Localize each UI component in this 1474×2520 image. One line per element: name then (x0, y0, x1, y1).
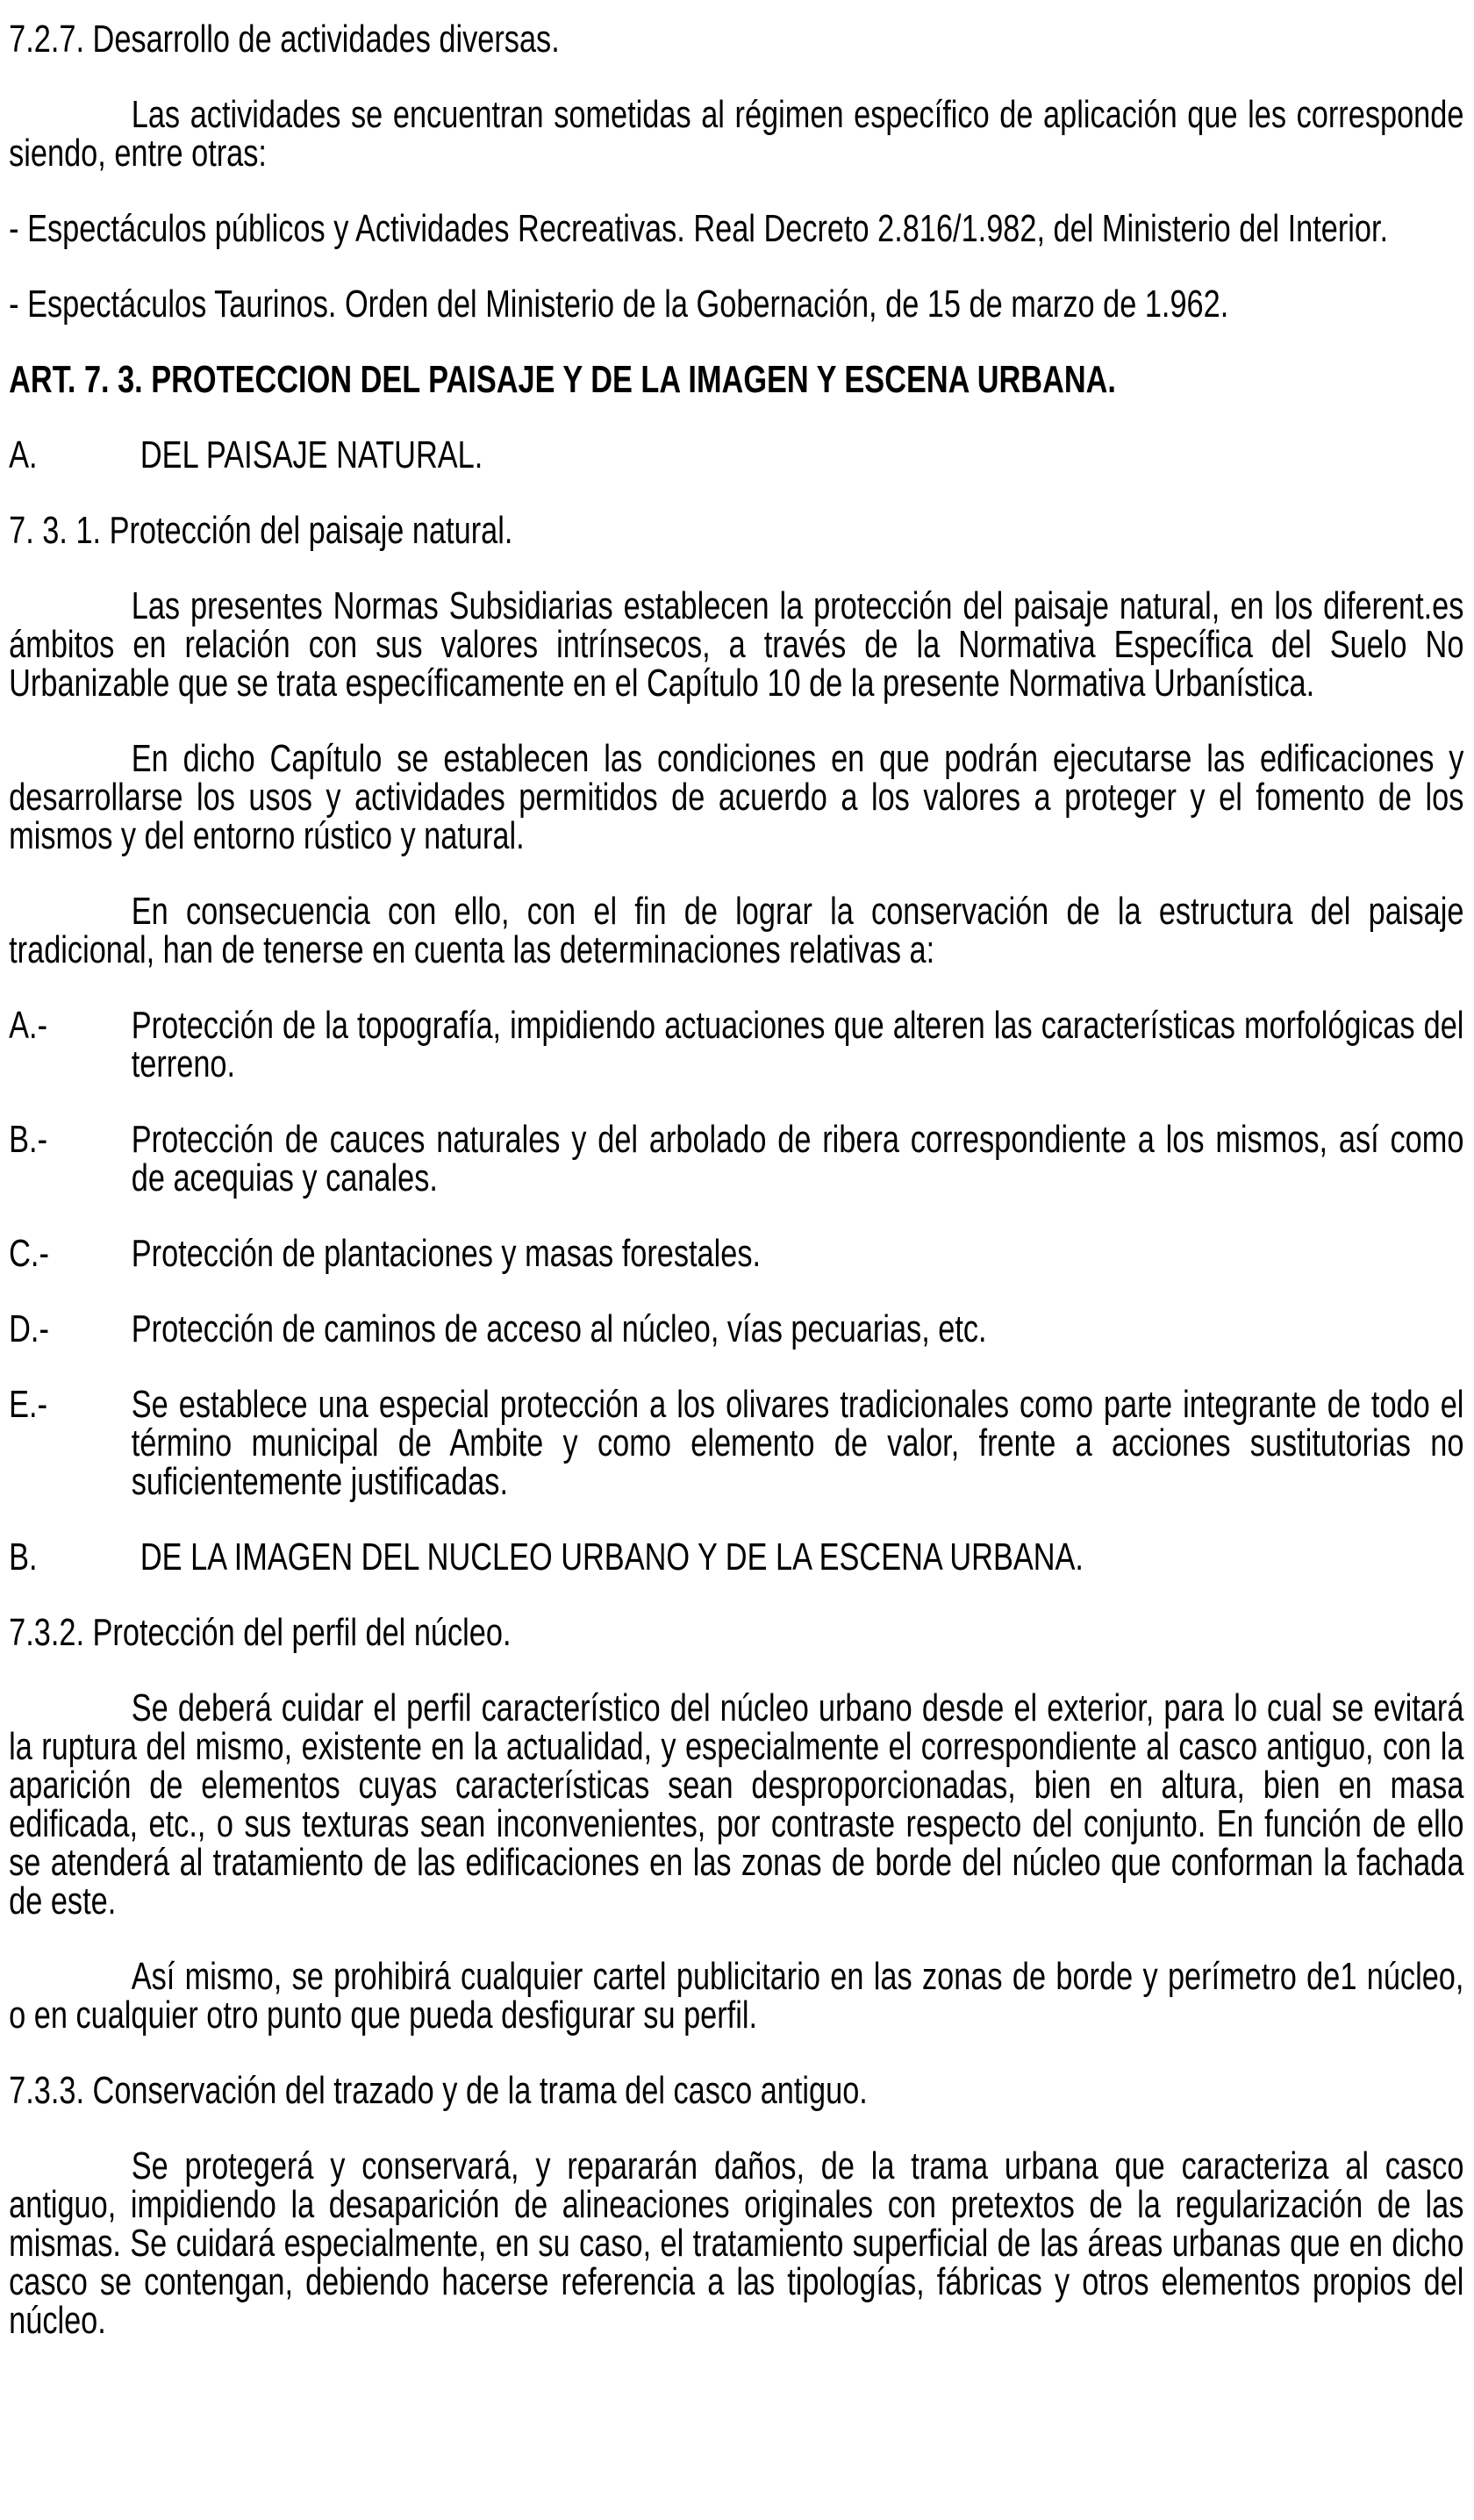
determination-label-a: A.- (9, 1004, 48, 1047)
list-item-espectaculos-publicos: - Espectáculos públicos y Actividades Recreativas. Real Decreto 2.816/1.982, del Ministerio del Interior. (9, 207, 1389, 250)
paragraph-en-dicho-capitulo: En dicho Capítulo se establecen las condiciones en que podrán ejecutarse las edificaciones y desarrollarse los usos y actividades permitidos de acuerdo a los valores a proteger y el fomento de los mismos y del entorno rústico y natural. (9, 737, 1464, 857)
part-a-heading (9, 433, 1463, 476)
determination-label-c: C.- (9, 1232, 49, 1275)
paragraph-activities-intro: Las actividades se encuentran sometidas al régimen específico de aplicación que les corresponde siendo, entre otras: (9, 93, 1464, 175)
heading-7-3-3: 7.3.3. Conservación del trazado y de la trama del casco antiguo. (9, 2069, 868, 2112)
determination-label-d: D.- (9, 1307, 49, 1350)
determination-text-d: Protección de caminos de acceso al núcleo, vías pecuarias, etc. (131, 1307, 987, 1350)
determination-item-e (9, 1385, 1463, 1501)
determination-text-c: Protección de plantaciones y masas forestales. (131, 1232, 762, 1275)
list-item-espectaculos-taurinos: - Espectáculos Taurinos. Orden del Ministerio de la Gobernación, de 15 de marzo de 1.962. (9, 283, 1229, 326)
determination-text-a: Protección de la topografía, impidiendo actuaciones que alteren las características morfológicas del terreno. (131, 1004, 1464, 1085)
part-a-label: A. (9, 433, 38, 476)
part-a-title: DEL PAISAJE NATURAL. (140, 433, 483, 476)
determination-text-e: Se establece una especial protección a los olivares tradicionales como parte integrante de todo el término municipal de Ambite y como elemento de valor, frente a acciones sustitutorias no suficientemente justificadas. (131, 1383, 1464, 1503)
determination-item-a (9, 1006, 1463, 1084)
determination-label-b: B.- (9, 1118, 48, 1161)
paragraph-perfil-nucleo: Se deberá cuidar el perfil característico del núcleo urbano desde el exterior, para lo cual se evitará la ruptura del mismo, existente en la actualidad, y especialmente el correspondiente al casco antiguo, con la aparición de elementos cuyas características sean desproporcionadas, bien en altura, bien en masa edificada, etc., o sus texturas sean inconvenientes, por contraste respecto del conjunto. En función de ello se atenderá al tratamiento de las edificaciones en las zonas de borde del núcleo que conforman la fachada de este. (9, 1686, 1464, 1922)
paragraph-trama-casco-antiguo: Se protegerá y conservará, y repararán daños, de la trama urbana que caracteriza al casco antiguo, impidiendo la desaparición de alineaciones originales con pretextos de la regularización de las mismas. Se cuidará especialmente, en su caso, el tratamiento superficial de las áreas urbanas que en dicho casco se contengan, debiendo hacerse referencia a las tipologías, fábricas y otros elementos propios del núcleo. (9, 2144, 1464, 2342)
paragraph-en-consecuencia: En consecuencia con ello, con el fin de lograr la conservación de la estructura del paisaje tradicional, han de tenerse en cuenta las determinaciones relativas a: (9, 890, 1464, 971)
determination-text-b: Protección de cauces naturales y del arbolado de ribera correspondiente a los mismos, así como de acequias y canales. (131, 1118, 1464, 1199)
heading-7-3-2: 7.3.2. Protección del perfil del núcleo. (9, 1611, 512, 1654)
part-b-label: B. (9, 1536, 38, 1579)
paragraph-normas-subsidiarias: Las presentes Normas Subsidiarias establecen la protección del paisaje natural, en los diferent.es ámbitos en relación con sus valores intrínsecos, a través de la Normativa Específica del Suelo No Urbanizable que se trata específicamente en el Capítulo 10 de la presente Normativa Urbanística. (9, 584, 1464, 705)
heading-7-3-1: 7. 3. 1. Protección del paisaje natural. (9, 509, 513, 552)
paragraph-cartel-publicitario: Así mismo, se prohibirá cualquier cartel publicitario en las zonas de borde y perímetro de1 núcleo, o en cualquier otro punto que pueda desfigurar su perfil. (9, 1955, 1464, 2037)
determination-item-c (9, 1232, 1463, 1275)
heading-7-2-7: 7.2.7. Desarrollo de actividades diversas. (9, 18, 560, 61)
heading-art-7-3: ART. 7. 3. PROTECCION DEL PAISAJE Y DE LA IMAGEN Y ESCENA URBANA. (9, 358, 1116, 401)
part-b-title: DE LA IMAGEN DEL NUCLEO URBANO Y DE LA ESCENA URBANA. (140, 1536, 1084, 1579)
determination-item-b (9, 1120, 1463, 1198)
determination-item-d (9, 1307, 1463, 1350)
determination-label-e: E.- (9, 1383, 48, 1426)
part-b-heading (9, 1538, 1463, 1577)
